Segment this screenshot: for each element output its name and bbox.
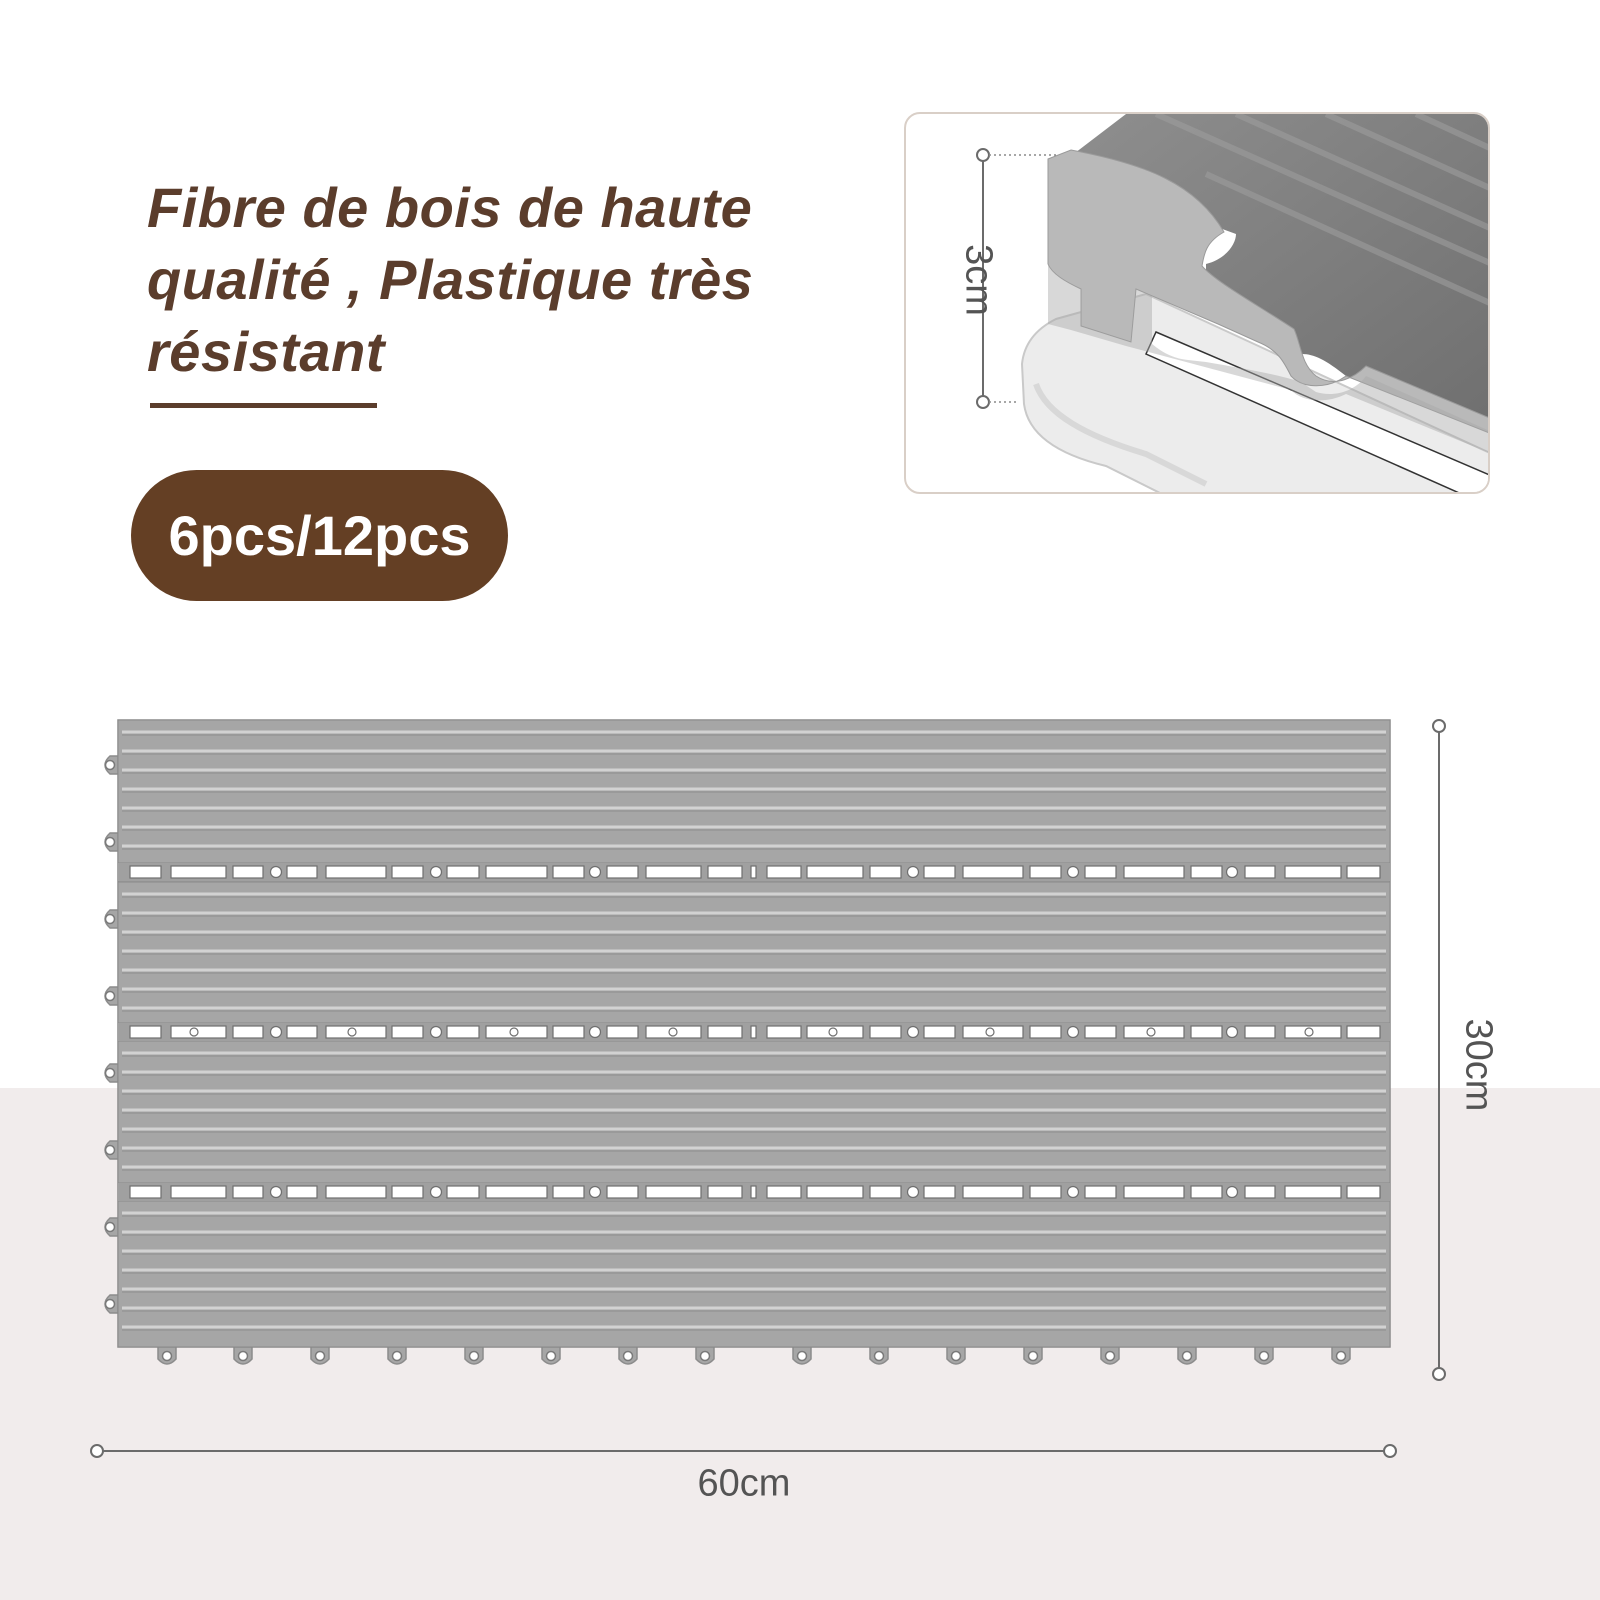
- slot: [392, 1026, 423, 1038]
- slot: [447, 1026, 479, 1038]
- connector-hole: [1029, 1352, 1038, 1361]
- fastener-hole: [590, 1027, 601, 1038]
- slot-divider: [751, 866, 756, 878]
- slot: [1085, 866, 1116, 878]
- slot: [233, 1186, 263, 1198]
- connector-hole: [106, 838, 115, 847]
- width-dimension-line: [91, 1445, 1396, 1457]
- connector-hole: [624, 1352, 633, 1361]
- thickness-label: 3cm: [957, 244, 1000, 316]
- slot: [646, 1186, 701, 1198]
- fastener-hole: [669, 1028, 677, 1036]
- slot: [233, 1026, 263, 1038]
- fastener-hole: [829, 1028, 837, 1036]
- slot: [1191, 1186, 1222, 1198]
- slot: [607, 1026, 638, 1038]
- slot: [287, 866, 317, 878]
- slot: [767, 1186, 801, 1198]
- slot: [1245, 866, 1275, 878]
- slot: [924, 1186, 955, 1198]
- connector-hole: [701, 1352, 710, 1361]
- slot: [1124, 866, 1184, 878]
- slot: [1030, 1026, 1061, 1038]
- slot: [130, 866, 161, 878]
- slot: [708, 1186, 742, 1198]
- slot: [130, 1026, 161, 1038]
- fastener-hole: [271, 867, 282, 878]
- slot: [1030, 1186, 1061, 1198]
- connector-hole: [106, 1069, 115, 1078]
- slot: [607, 1186, 638, 1198]
- fastener-hole: [1227, 1187, 1238, 1198]
- connector-hole: [106, 1146, 115, 1155]
- slot: [1347, 866, 1380, 878]
- slot: [870, 1186, 901, 1198]
- fastener-hole: [431, 867, 442, 878]
- slot: [1245, 1186, 1275, 1198]
- fastener-hole: [271, 1027, 282, 1038]
- connector-hole: [316, 1352, 325, 1361]
- slot: [1191, 866, 1222, 878]
- slot: [963, 1186, 1023, 1198]
- fastener-hole: [908, 867, 919, 878]
- slot: [1285, 866, 1341, 878]
- slot: [1085, 1026, 1116, 1038]
- slot: [924, 1026, 955, 1038]
- slot: [708, 866, 742, 878]
- slot: [233, 866, 263, 878]
- slot: [807, 866, 863, 878]
- slot: [326, 1186, 386, 1198]
- slot: [486, 1186, 547, 1198]
- connector-hole: [798, 1352, 807, 1361]
- slot: [1245, 1026, 1275, 1038]
- slot: [924, 866, 955, 878]
- height-label: 30cm: [1457, 1018, 1500, 1112]
- connector-hole: [106, 1300, 115, 1309]
- connector-hole: [393, 1352, 402, 1361]
- slot: [447, 866, 479, 878]
- slot-divider: [751, 1186, 756, 1198]
- deck-board: [118, 1041, 1390, 1183]
- slot: [287, 1026, 317, 1038]
- fastener-hole: [1068, 867, 1079, 878]
- fastener-hole: [590, 867, 601, 878]
- deck-tile: [105, 720, 1390, 1364]
- fastener-hole: [1068, 1027, 1079, 1038]
- height-dimension-line: [1433, 720, 1445, 1380]
- fastener-hole: [908, 1187, 919, 1198]
- connector-hole: [106, 915, 115, 924]
- slot-divider: [751, 1026, 756, 1038]
- slot: [326, 866, 386, 878]
- slot: [767, 1026, 801, 1038]
- slot: [1285, 1186, 1341, 1198]
- slot: [1085, 1186, 1116, 1198]
- slot: [870, 866, 901, 878]
- fastener-hole: [190, 1028, 198, 1036]
- width-label: 60cm: [697, 1462, 791, 1505]
- slot: [807, 1186, 863, 1198]
- slot: [287, 1186, 317, 1198]
- slot: [963, 866, 1023, 878]
- fastener-hole: [271, 1187, 282, 1198]
- slot: [392, 866, 423, 878]
- connector-hole: [547, 1352, 556, 1361]
- slot: [870, 1026, 901, 1038]
- fastener-hole: [908, 1027, 919, 1038]
- connector-hole: [1260, 1352, 1269, 1361]
- fastener-hole: [431, 1027, 442, 1038]
- slot: [1124, 1186, 1184, 1198]
- fastener-hole: [986, 1028, 994, 1036]
- slot: [1347, 1026, 1380, 1038]
- slot: [553, 1026, 584, 1038]
- headline-line-3: résistant: [147, 320, 385, 383]
- connector-hole: [163, 1352, 172, 1361]
- fastener-hole: [1068, 1187, 1079, 1198]
- fastener-hole: [348, 1028, 356, 1036]
- connector-hole: [106, 992, 115, 1001]
- fastener-hole: [1147, 1028, 1155, 1036]
- slot: [553, 1186, 584, 1198]
- slot: [447, 1186, 479, 1198]
- fastener-hole: [1305, 1028, 1313, 1036]
- headline-line-2: qualité , Plastique très: [147, 248, 754, 311]
- connector-hole: [1106, 1352, 1115, 1361]
- headline-line-1: Fibre de bois de haute: [147, 176, 753, 239]
- fastener-hole: [510, 1028, 518, 1036]
- slot: [1191, 1026, 1222, 1038]
- quantity-badge-label: 6pcs/12pcs: [168, 504, 471, 567]
- connector-hole: [952, 1352, 961, 1361]
- deck-board: [118, 1201, 1390, 1347]
- connector-hole: [875, 1352, 884, 1361]
- fastener-hole: [1227, 1027, 1238, 1038]
- slot: [171, 866, 226, 878]
- slot: [646, 866, 701, 878]
- slot: [486, 866, 547, 878]
- slot: [392, 1186, 423, 1198]
- slot: [130, 1186, 161, 1198]
- slot: [1347, 1186, 1380, 1198]
- slot: [607, 866, 638, 878]
- connector-hole: [106, 1223, 115, 1232]
- slot: [553, 866, 584, 878]
- connector-hole: [1337, 1352, 1346, 1361]
- connector-hole: [1183, 1352, 1192, 1361]
- slot: [708, 1026, 742, 1038]
- slot: [171, 1186, 226, 1198]
- slot: [1030, 866, 1061, 878]
- slot: [767, 866, 801, 878]
- connector-hole: [239, 1352, 248, 1361]
- fastener-hole: [1227, 867, 1238, 878]
- connector-hole: [470, 1352, 479, 1361]
- connector-hole: [106, 761, 115, 770]
- fastener-hole: [590, 1187, 601, 1198]
- fastener-hole: [431, 1187, 442, 1198]
